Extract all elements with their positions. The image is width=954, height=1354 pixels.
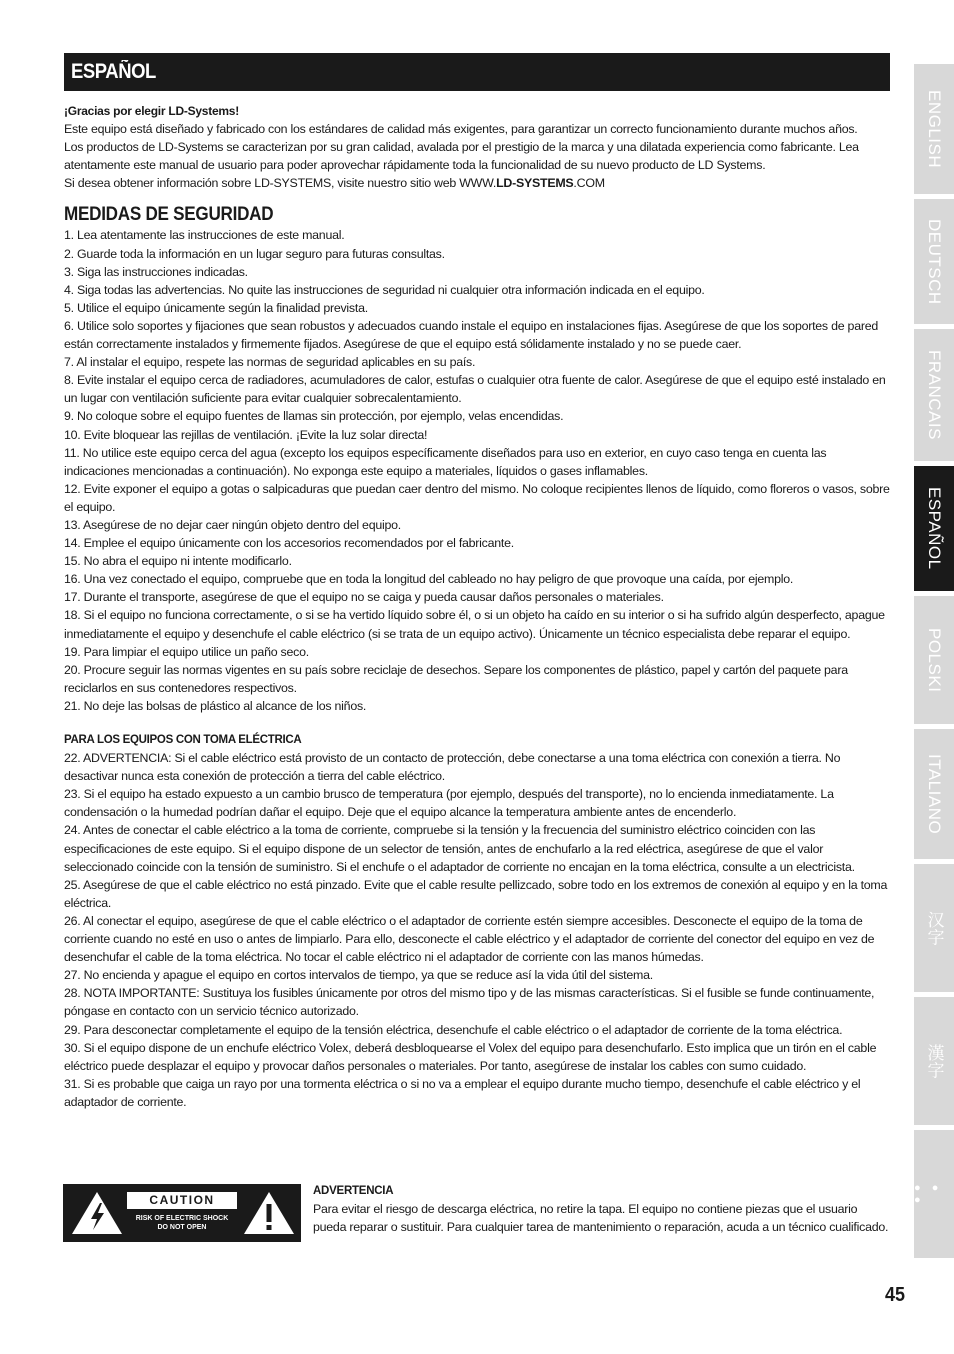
list-item: 31. Si es probable que caiga un rayo por una tormenta eléctrica o si no va a emplear el equipo durante mucho tiempo, desenchufe el cable eléctrico y el adaptador de corriente. (64, 1076, 861, 1109)
section-header-bar (64, 53, 890, 91)
page-number: 45 (885, 1284, 906, 1306)
language-tab[interactable] (914, 729, 954, 859)
language-tab-label: POLSKI (925, 627, 944, 693)
language-tab[interactable] (914, 596, 954, 724)
language-sidebar (914, 64, 954, 1263)
electrical-title: PARA LOS EQUIPOS CON TOMA ELÉCTRICA (64, 734, 302, 746)
safety-list (64, 226, 890, 715)
language-tab-label: 汉字 (924, 910, 944, 946)
list-item: 1. Lea atentamente las instrucciones de este manual. (64, 228, 345, 243)
website-prefix: Si desea obtener información sobre LD-SYSTEMS, visite nuestro sitio web WWW. (64, 176, 497, 191)
caution-sub-line: DO NOT OPEN (157, 1224, 207, 1231)
language-tab-label: ● ● ● (914, 1182, 943, 1206)
website-brand: LD-SYSTEMS (496, 176, 574, 191)
list-item: 8. Evite instalar el equipo cerca de radiadores, acumuladores de calor, estufas o cualquier otra fuente de calor. Asegúrese de que el equipo esté instalado en un lugar con ventilación suficiente para evitar cualquier sobrecalentamiento. (64, 373, 886, 406)
warning-text: Para evitar el riesgo de descarga eléctrica, no retire la tapa. El equipo no contiene piezas que el usuario pueda reparar o sustituir. Para cualquier tarea de mantenimiento o reparación, acuda a un técnico cualificado. (313, 1202, 889, 1235)
list-item: 25. Asegúrese de que el cable eléctrico no está pinzado. Evite que el cable resulte pellizcado, sobre todo en los extremos de conexión al equipo y en la toma eléctrica. (64, 877, 888, 910)
list-item: 11. No utilice este equipo cerca del agua (excepto los equipos específicamente diseñados para uso en exterior, en cuyo caso tenga en cuenta las indicaciones mencionadas a continuación). No exponga este equipo a materiales, líquidos o gases inflamables. (64, 445, 827, 478)
intro-title: ¡Gracias por elegir LD-Systems! (64, 104, 239, 118)
language-tab[interactable] (914, 329, 954, 461)
list-item: 20. Procure seguir las normas vigentes en su país sobre reciclaje de desechos. Separe los componentes de plástico, papel y cartón del paquete para reciclarlos en sus contenedores respectivos. (64, 662, 848, 695)
list-item: 16. Una vez conectado el equipo, compruebe que en toda la longitud del cableado no hay peligro de que provoque una caída, por ejemplo. (64, 572, 794, 587)
language-tab[interactable] (914, 1130, 954, 1258)
list-item: 29. Para desconectar completamente el equipo de la tensión eléctrica, desenchufe el cable eléctrico o el adaptador de corriente de la toma eléctrica. (64, 1022, 843, 1037)
content (64, 102, 890, 1111)
language-tab[interactable] (914, 997, 954, 1125)
list-item: 13. Asegúrese de no dejar caer ningún objeto dentro del equipo. (64, 517, 401, 532)
list-item: 14. Emplee el equipo únicamente con los accesorios recomendados por el fabricante. (64, 536, 514, 551)
list-item: 18. Si el equipo no funciona correctamente, o si se ha vertido líquido sobre él, o si un objeto ha caído en su interior o si ha sufrido algún desperfecto, apague inmediatamente el equipo y desenchufe el cable eléctrico (si se trata de un equipo activo). Únicamente un técnico especialista debe reparar el equipo. (64, 608, 885, 641)
list-item: 30. Si el equipo dispone de un enchufe eléctrico Volex, deberá desbloquearse el Volex del equipo para desenchufarlo. Esto implica que un tirón en el cable eléctrico puede desplazar el equipo y provocar daños personales o materiales. Por tanto, asegúrese de instalar los cables con sumo cuidado. (64, 1040, 877, 1073)
language-tab[interactable] (914, 864, 954, 992)
list-item: 28. NOTA IMPORTANTE: Sustituya los fusibles únicamente por otros del mismo tipo y de las mismas características. Si el fusible se funde continuamente, póngase en contacto con un servicio técnico autorizado. (64, 986, 875, 1019)
language-tab-label: ENGLISH (925, 89, 944, 169)
list-item: 7. Al instalar el equipo, respete las normas de seguridad aplicables en su país. (64, 355, 476, 370)
list-item: 4. Siga todas las advertencias. No quite las instrucciones de seguridad ni cualquier otra información indicada en el equipo. (64, 282, 705, 297)
caution-center (127, 1189, 237, 1237)
list-item: 27. No encienda y apague el equipo en cortos intervalos de tiempo, ya que se reduce así la vida útil del sistema. (64, 968, 653, 983)
intro-line: Los productos de LD-Systems se caracterizan por su gran calidad, avalada por el prestigio de la marca y una dilatada experiencia como fabricante. Lea atentamente este manual de usuario para poder aprovechar rápidamente toda la funcionalidad de su nuevo producto de LD Systems. (64, 140, 859, 173)
caution-sub-line: RISK OF ELECTRIC SHOCK (135, 1215, 229, 1222)
language-tab-label: ESPAÑOL (925, 487, 944, 570)
language-tab[interactable] (914, 64, 954, 194)
caution-subtext (127, 1214, 237, 1232)
list-item: 24. Antes de conectar el cable eléctrico a la toma de corriente, compruebe si la tensión y la frecuencia del suministro eléctrico coinciden con las especificaciones de este equipo. Si el equipo dispone de un selector de tensión, antes de enchufarlo a la red eléctrica, asegúrese de que el valor seleccionado coincide con la tensión de suministro. Si el enchufe o el adaptador de corriente no encajan en la toma eléctrica, consulte a un electricista. (64, 823, 855, 874)
caution-word: CAUTION (127, 1192, 237, 1209)
language-tab-label: ITALIANO (925, 753, 944, 835)
list-item: 9. No coloque sobre el equipo fuentes de llamas sin protección, por ejemplo, velas encendidas. (64, 409, 564, 424)
warning-title: ADVERTENCIA (313, 1185, 394, 1197)
list-item: 6. Utilice solo soportes y fijaciones que sean robustos y adecuados cuando instale el equipo en instalaciones fijas. Asegúrese de que los soportes de pared están correctamente instalados y firmemente fijados. Asegúrese de que el equipo está sólidamente instalado y no se puede caer. (64, 318, 878, 352)
list-item: 2. Guarde toda la información en un lugar seguro para futuras consultas. (64, 246, 445, 261)
intro-website (64, 174, 890, 192)
list-item: 3. Siga las instrucciones indicadas. (64, 264, 248, 279)
website-suffix: .COM (573, 176, 605, 191)
list-item: 17. Durante el transporte, asegúrese de que el equipo no se caiga y pueda causar daños personales o materiales. (64, 590, 664, 605)
language-tab-label: 漢字 (924, 1043, 944, 1079)
language-tab-label: FRANCAIS (925, 350, 944, 440)
list-item: 26. Al conectar el equipo, asegúrese de que el cable eléctrico o el adaptador de corriente estén siempre accesibles. Desconecte el equipo de la toma de corriente cuando no esté en uso o antes de limpiarlo. Para ello, desconecte el cable eléctrico y el adaptador de corriente del conector del equipo en vez de desenchufar el cable de la toma eléctrica. No tocar el cable eléctrico ni el adaptador de corriente con las manos húmedas. (64, 913, 875, 965)
caution-label (63, 1184, 301, 1242)
section-title: ESPAÑOL (71, 60, 156, 83)
language-tab[interactable] (914, 466, 954, 591)
list-item: 23. Si el equipo ha estado expuesto a un cambio brusco de temperatura (por ejemplo, después del transporte), no lo encienda inmediatamente. La condensación o la humedad podrían dañar el equipo. Deje que el equipo alcance la temperatura ambiente antes de encenderlo. (64, 787, 834, 820)
list-item: 19. Para limpiar el equipo utilice un paño seco. (64, 644, 309, 659)
list-item: 15. No abra el equipo ni intente modificarlo. (64, 554, 292, 569)
electric-shock-warning-icon (69, 1189, 125, 1237)
intro-line: Este equipo está diseñado y fabricado con los estándares de calidad más exigentes, para garantizar un correcto funcionamiento durante muchos años. (64, 122, 858, 137)
list-item: 12. Evite exponer el equipo a gotas o salpicaduras que puedan caer dentro del mismo. No coloque recipientes llenos de líquido, como floreros o vasos, sobre el equipo. (64, 481, 890, 514)
safety-title: MEDIDAS DE SEGURIDAD (64, 204, 274, 226)
list-item: 21. No deje las bolsas de plástico al alcance de los niños. (64, 698, 367, 713)
exclamation-warning-icon (241, 1189, 297, 1237)
warning-block (313, 1182, 890, 1236)
electrical-list (64, 749, 890, 1111)
list-item: 22. ADVERTENCIA: Si el cable eléctrico está provisto de un contacto de protección, debe conectarse a una toma eléctrica con conexión a tierra. No desactivar nunca esta conexión de protección a tierra del cable eléctrico. (64, 751, 841, 784)
list-item: 5. Utilice el equipo únicamente según la finalidad prevista. (64, 300, 368, 315)
language-tab-label: DEUTSCH (925, 218, 944, 305)
language-tab[interactable] (914, 199, 954, 324)
list-item: 10. Evite bloquear las rejillas de ventilación. ¡Evite la luz solar directa! (64, 427, 428, 442)
